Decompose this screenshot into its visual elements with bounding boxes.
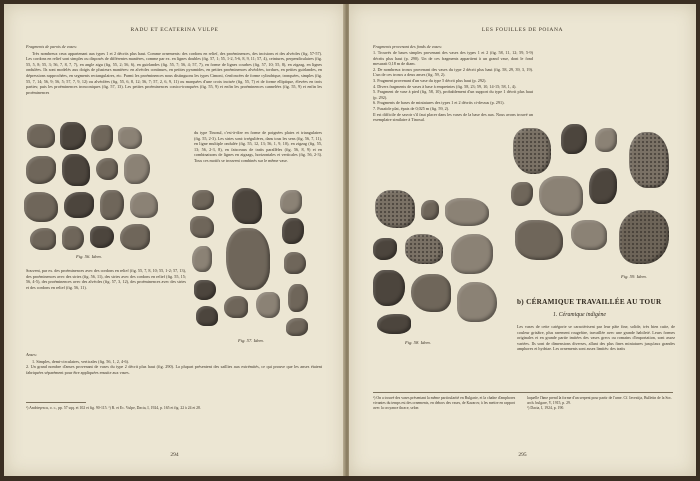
figure-58-caption: Fig. 58. Idem. — [405, 340, 431, 345]
figure-56-plate — [24, 122, 184, 262]
left-lower-column-text: Souvent, par ex. des proéminences avec des cordons en relief (fig. 55, 7, 8, 10; 55, 1-2; 57, 13), des proéminences avec des stries (fig. 56, 11), des stries avec des cordons en relief (fig. 55, 15; 56, 4-5), des proéminences avec des alvéoles (fig. 57, 3, 12), des proéminences avec des stries et des cordons en relief (fig. 56, 11). — [26, 268, 186, 290]
figure-57-plate — [190, 188, 324, 348]
left-anses-block — [26, 352, 322, 390]
subsection-heading: 1. Céramique indigène — [553, 312, 606, 318]
figure-59-caption: Fig. 59. Idem. — [621, 274, 647, 279]
section-heading: b) CÉRAMIQUE TRAVAILLÉE AU TOUR — [517, 298, 662, 306]
left-intro-text: Très nombreux ceux appartenant aux types 1 et 2 décrits plus haut. Comme ornements: des cordons en relief, des proéminences, des incisions et des alvéoles (fig. 57-57). Les cordons en relief sont simples ou disposés de différentes manières, comme par ex. en lignes doubles (fig. 57, 1; 55, 1-2, 5-6, 8, 9, 11; 57, 4), ceintures, perpendiculaires (fig. 55, 5, 8; 55, 3; 56, 7, 8, 7, 7), en angle aigu (fig. 55, 2; 56, 6), en guirlandes (fig. 55, 7; 56, 4; 57, 7), en forme de lignes courbes (fig. 57, 10; 55, 8), en zigzag, en lignes ondulées. Ils sont modelés aux doigts de plusieurs manières: en alvéoles continues, en petites pyramides, en petites proéminences alvéolées, tordues, en petites guirlandes, en dépressions rapprochées, en segments rectangulaires, etc. Parmi les proéminences nous distinguons les types Cimoni, s'enfoncées de forme cylindrique, tronquées, simples (fig. 55, 7, 14; 56, 9; 56, 5; 57, 7, 9, 12) ou alvéolées (fig. 55, 6, 8, 12; 56, 7; 57, 2, 6, 9, 11) ou marquées d'une croix incisée (fig. 55, 7) et de forme elliptique, élevées en trois parties; puis les proéminences tronconiques (fig. 57, 13). Les petites proéminences conico-tronquées (fig. 55, 9) et enfin les proéminences cannelées (fig. 55, 9) et enfin les proéminences — [26, 50, 322, 95]
right-footnote-left: ¹) On a trouvé des vases présentant la même particularité en Bulgarie, et la chaîne d'amphores vivantes du temps est des ornements, en dehors des vases, de Kazarov, à les mettre en rapport avec la croyance thrace, selon — [373, 396, 516, 410]
figure-56-caption: Fig. 56. Idem. — [76, 254, 102, 259]
right-page — [349, 4, 696, 476]
left-column-text: du type Tinosul, c'est-à-dire en forme de poignées plates et triangulaires (fig. 55, 2-3). Les stries sont: irrégulières, dans tous les sens (fig. 56, 7, 11), en ligne multiple ondulée (fig. 55, 12, 13; 56, 1, 9, 10), en zigzag (fig. 55, 13; 56, 2-3, 8), en faisceaux de traits parallèles (fig. 56, 8, 9) et en combinaisons de lignes en zigzags, horizontales et verticales (fig. 56, 2-3). Tous ces motifs se trouvent combinés sur le même vase. — [194, 130, 322, 163]
section-text: Les vases de cette catégorie se caractérisent par leur pâte fine, solide, très bien cuite, de couleur grisâtre, plus rarement rougeâtre, travaillée avec une grande habileté. Leurs formes originales et en grande partie imitées des vases grecs ou romains d'importation, sont assez variées. Ils sont de dimensions diverses, allant des plus fines miniatures jusqu'aux grandes amphores et hydriae. Les ornements sont assez limités: des traits — [517, 324, 675, 352]
right-intro-heading: Fragments provenant des fonds de vases: — [373, 44, 443, 49]
left-page — [4, 4, 345, 476]
right-page-number: 295 — [518, 452, 527, 458]
right-running-head: LES FOUILLES DE POIANA — [481, 27, 564, 33]
figure-58-plate — [371, 190, 511, 350]
left-page-number: 294 — [170, 452, 179, 458]
figure-59-plate — [509, 124, 677, 294]
left-footnote: ¹) Andrieşescu, o. c., pp. 57 sqq. et 102 et fig. 90-115. ²) R. et Ec. Vulpe, Dacia, I, 1924, p. 165 et fig. 22 à 24 et 28. — [26, 406, 201, 410]
left-footnote-rule — [26, 402, 86, 403]
anses-heading: Anses: — [26, 352, 38, 357]
left-running-head: RADU ET ECATERINA VULPE — [130, 27, 219, 33]
anses-text: 1. Simples, demi-circulaires, verticales (fig. 56, 1, 2, 4-6). 2. Un grand nombre d'anses provenant de vases du type 2 décrit plus haut (fig. 290). La plupart présentent des saillies aux extrémités, ce qui prouve que les anses étaient fabriquées séparément pour être appliquées ensuite aux vases. — [26, 358, 322, 375]
left-intro-heading: Fragments de parois de vases: — [26, 44, 78, 49]
figure-57-caption: Fig. 57. Idem. — [238, 338, 264, 343]
right-footnote-right: laquelle l'âme prend la forme d'un serpent pour partir de l'urne. Cf. Izvestija, Bulletin de la Soc. arch. bulgare, V, 1915, p. 29. ²) Dacia, I, 1924, p. 190. — [527, 396, 673, 410]
left-intro-text-block — [26, 44, 322, 107]
right-list-text: 1. Trouvés de bases simples provenant des vases des types 1 et 2 (fig. 58, 11, 12; 59, 5-9) décrits plus haut (p. 290). Un de ces fragments appartient à un grand vase, dont le fond mesurait 0,18 m de diam. 2. De nombreux troncs provenant des vases du type 2 décrit plus haut (fig. 58, 29, 39, 3, 19). L'un de ces troncs a deux anses (fig. 59, 2). 3. Fragment provenant d'un vase du type 5 décrit plus haut (p. 292). 4. Divers fragments de vases à base à empreintes (fig. 58, 23; 59, 10, 14-15; 58, 1, 4). 5. Fragment de vase à pied (fig. 58, 10), probablement d'un support du type 1 décrit plus haut (p. 292). 6. Fragments de bases de miniatures des types 1 et 2 décrits ci-dessus (p. 291). 7. Fusaïole plat, épais de 0,025 m (fig. 59, 2). Il est difficile de savoir s'il faut placer dans les vases de la base des aux. Nous avons trouvé un exemplaire similaire à Tinosul. — [373, 50, 533, 123]
right-footnote-rule — [373, 392, 673, 393]
